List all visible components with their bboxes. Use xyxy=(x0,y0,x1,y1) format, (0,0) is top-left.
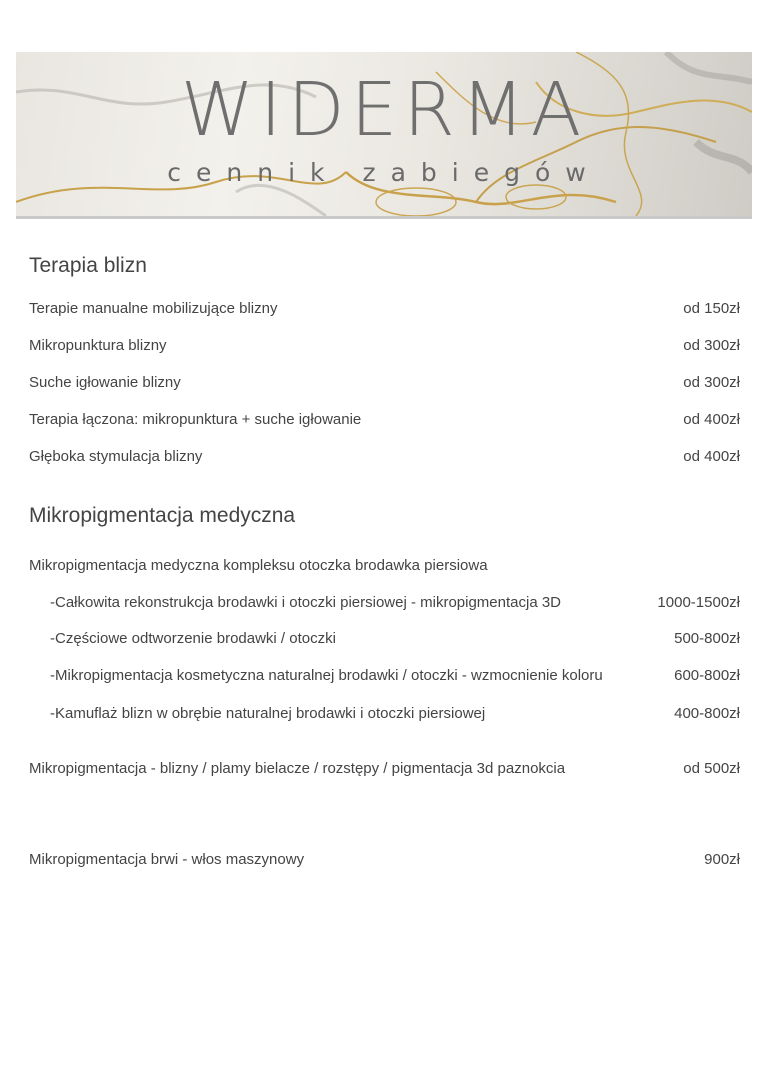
section-title-mikropigmentacja: Mikropigmentacja medyczna xyxy=(29,504,296,527)
brand-logo: WIDERMA xyxy=(180,67,588,153)
header-banner xyxy=(16,52,752,219)
service-name: Mikropigmentacja - blizny / plamy bielacze / rozstępy / pigmentacja 3d paznokcia xyxy=(29,760,566,777)
service-name: Mikropigmentacja brwi - włos maszynowy xyxy=(29,851,305,868)
price-row xyxy=(29,851,740,868)
service-price: 1000-1500zł xyxy=(657,594,740,611)
service-name: Głęboka stymulacja blizny xyxy=(29,448,203,465)
service-price: od 400zł xyxy=(683,448,740,465)
service-name: Mikropunktura blizny xyxy=(29,337,167,354)
service-name: -Mikropigmentacja kosmetyczna naturalnej brodawki / otoczki - wzmocnienie koloru xyxy=(50,667,603,684)
service-name: Terapia łączona: mikropunktura + suche igłowanie xyxy=(29,411,362,428)
section-title-terapia-blizn: Terapia blizn xyxy=(29,254,147,277)
service-price: od 150zł xyxy=(683,300,740,317)
service-name: Terapie manualne mobilizujące blizny xyxy=(29,300,278,317)
service-name: -Całkowita rekonstrukcja brodawki i otoczki piersiowej - mikropigmentacja 3D xyxy=(50,594,562,611)
service-price: od 300zł xyxy=(683,337,740,354)
banner-tagline: cennik zabiegów xyxy=(167,158,601,187)
price-row xyxy=(29,374,740,391)
service-price: 500-800zł xyxy=(674,630,740,647)
price-row xyxy=(29,300,740,317)
service-name: -Częściowe odtworzenie brodawki / otoczki xyxy=(50,630,336,647)
group-label xyxy=(29,557,740,574)
price-row xyxy=(50,630,740,647)
price-row xyxy=(29,411,740,428)
service-price: od 400zł xyxy=(683,411,740,428)
price-row xyxy=(50,667,740,684)
service-name: -Kamuflaż blizn w obrębie naturalnej brodawki i otoczki piersiowej xyxy=(50,705,486,722)
price-row xyxy=(50,705,740,722)
service-name: Suche igłowanie blizny xyxy=(29,374,181,391)
service-price: 900zł xyxy=(704,851,740,868)
service-group-name: Mikropigmentacja medyczna kompleksu otoczka brodawka piersiowa xyxy=(29,557,488,574)
service-price: 600-800zł xyxy=(674,667,740,684)
price-row xyxy=(29,760,740,777)
service-price: od 500zł xyxy=(683,760,740,777)
price-row xyxy=(50,594,740,611)
price-row xyxy=(29,337,740,354)
service-price: od 300zł xyxy=(683,374,740,391)
service-price: 400-800zł xyxy=(674,705,740,722)
price-row xyxy=(29,448,740,465)
